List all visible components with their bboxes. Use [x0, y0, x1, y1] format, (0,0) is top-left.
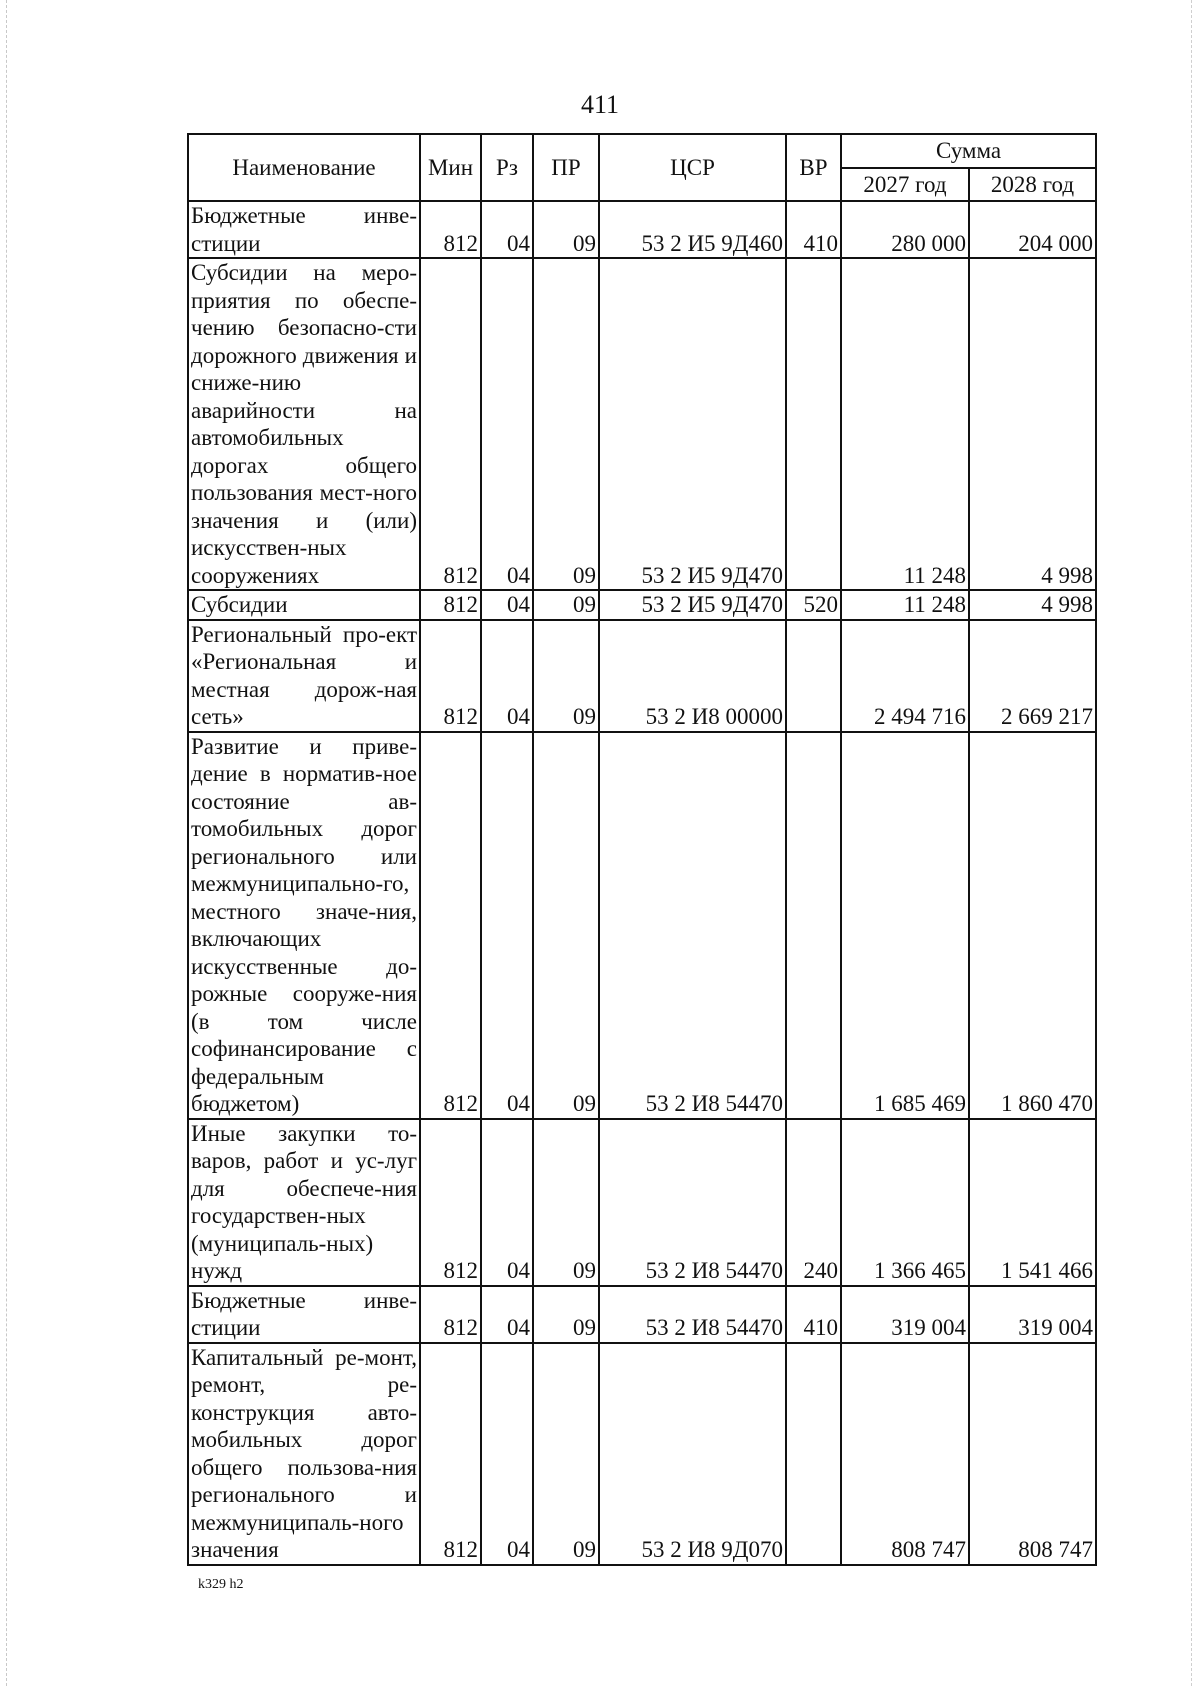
table-row — [188, 590, 1096, 620]
header-year-2028: 2028 год — [969, 168, 1096, 201]
row-min: 812 — [420, 620, 481, 732]
row-amount-2027: 319 004 — [841, 1286, 969, 1343]
table-body — [188, 201, 1096, 1565]
header-name: Наименование — [188, 134, 420, 201]
row-vr — [786, 1343, 841, 1565]
row-csr: 53 2 И8 54470 — [599, 732, 786, 1119]
row-amount-2028: 204 000 — [969, 201, 1096, 258]
row-amount-2028: 4 998 — [969, 258, 1096, 590]
row-csr: 53 2 И8 54470 — [599, 1286, 786, 1343]
row-amount-2028: 808 747 — [969, 1343, 1096, 1565]
page-number: 411 — [580, 90, 620, 119]
row-name: Региональный про-ект «Региональная и местная дорож-ная сеть» — [188, 620, 420, 732]
row-name: Бюджетные инве-стиции — [188, 201, 420, 258]
row-min: 812 — [420, 1343, 481, 1565]
row-pr: 09 — [533, 1343, 599, 1565]
row-amount-2028: 319 004 — [969, 1286, 1096, 1343]
row-csr: 53 2 И5 9Д470 — [599, 590, 786, 620]
row-min: 812 — [420, 732, 481, 1119]
row-rz: 04 — [481, 1119, 533, 1286]
row-pr: 09 — [533, 1286, 599, 1343]
row-amount-2027: 11 248 — [841, 258, 969, 590]
row-pr: 09 — [533, 201, 599, 258]
row-amount-2027: 808 747 — [841, 1343, 969, 1565]
row-amount-2027: 1 366 465 — [841, 1119, 969, 1286]
row-rz: 04 — [481, 1286, 533, 1343]
row-vr: 410 — [786, 201, 841, 258]
table-row — [188, 1119, 1096, 1286]
row-pr: 09 — [533, 258, 599, 590]
row-pr: 09 — [533, 732, 599, 1119]
table-header — [188, 134, 1096, 201]
row-rz: 04 — [481, 1343, 533, 1565]
table-row — [188, 258, 1096, 590]
row-amount-2027: 280 000 — [841, 201, 969, 258]
table-row — [188, 1286, 1096, 1343]
row-rz: 04 — [481, 590, 533, 620]
header-pr: ПР — [533, 134, 599, 201]
header-year-2027: 2027 год — [841, 168, 969, 201]
row-amount-2027: 11 248 — [841, 590, 969, 620]
row-pr: 09 — [533, 1119, 599, 1286]
row-name: Капитальный ре-монт, ремонт, ре-конструкция авто-мобильных дорог общего пользова-ния регионального и межмуниципаль-ного значения — [188, 1343, 420, 1565]
row-csr: 53 2 И8 9Д070 — [599, 1343, 786, 1565]
row-min: 812 — [420, 1119, 481, 1286]
row-name: Бюджетные инве-стиции — [188, 1286, 420, 1343]
row-csr: 53 2 И8 54470 — [599, 1119, 786, 1286]
row-vr — [786, 732, 841, 1119]
row-vr: 520 — [786, 590, 841, 620]
row-amount-2027: 2 494 716 — [841, 620, 969, 732]
table-row — [188, 201, 1096, 258]
row-name: Субсидии — [188, 590, 420, 620]
row-rz: 04 — [481, 201, 533, 258]
row-min: 812 — [420, 590, 481, 620]
header-csr: ЦСР — [599, 134, 786, 201]
row-vr: 240 — [786, 1119, 841, 1286]
row-csr: 53 2 И8 00000 — [599, 620, 786, 732]
row-min: 812 — [420, 1286, 481, 1343]
row-min: 812 — [420, 201, 481, 258]
row-pr: 09 — [533, 590, 599, 620]
row-vr — [786, 620, 841, 732]
header-vr: ВР — [786, 134, 841, 201]
table-row — [188, 732, 1096, 1119]
row-amount-2028: 1 541 466 — [969, 1119, 1096, 1286]
table-row — [188, 1343, 1096, 1565]
row-rz: 04 — [481, 258, 533, 590]
scan-edge-right — [1191, 0, 1192, 1686]
header-min: Мин — [420, 134, 481, 201]
row-amount-2028: 4 998 — [969, 590, 1096, 620]
table-row — [188, 620, 1096, 732]
row-pr: 09 — [533, 620, 599, 732]
row-amount-2028: 1 860 470 — [969, 732, 1096, 1119]
header-sum: Сумма — [841, 134, 1096, 168]
row-name: Субсидии на меро-приятия по обеспе-чению безопасно-сти дорожного движения и сниже-нию аварийности на автомобильных дорогах общего пользования мест-ного значения и (или) искусствен-ных сооружениях — [188, 258, 420, 590]
footer-code: k329 h2 — [198, 1577, 244, 1592]
row-rz: 04 — [481, 620, 533, 732]
header-rz: Рз — [481, 134, 533, 201]
row-rz: 04 — [481, 732, 533, 1119]
row-min: 812 — [420, 258, 481, 590]
row-amount-2027: 1 685 469 — [841, 732, 969, 1119]
scan-edge-left — [6, 0, 7, 1686]
row-name: Развитие и приве-дение в норматив-ное состояние ав-томобильных дорог регионального или межмуниципально-го, местного значе-ния, включающих искусственные до-рожные сооруже-ния (в том числе софинансирование с федеральным бюджетом) — [188, 732, 420, 1119]
budget-table — [187, 133, 1097, 1566]
row-amount-2028: 2 669 217 — [969, 620, 1096, 732]
row-csr: 53 2 И5 9Д460 — [599, 201, 786, 258]
row-csr: 53 2 И5 9Д470 — [599, 258, 786, 590]
row-name: Иные закупки то-варов, работ и ус-луг для обеспече-ния государствен-ных (муниципаль-ных) нужд — [188, 1119, 420, 1286]
row-vr — [786, 258, 841, 590]
row-vr: 410 — [786, 1286, 841, 1343]
